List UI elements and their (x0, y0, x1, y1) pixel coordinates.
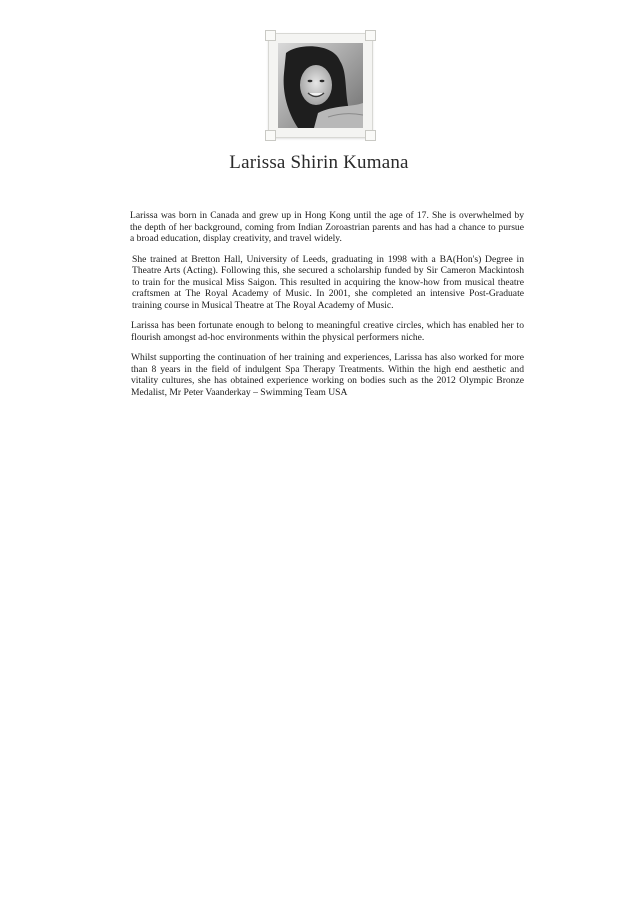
frame-corner (365, 30, 376, 41)
page-title: Larissa Shirin Kumana (229, 152, 409, 173)
bio-paragraph: Larissa was born in Canada and grew up in Hong Kong until the age of 17. She is overwhelmed by the depth of her background, coming from Indian Zoroastrian parents and has had a chance to pursue a broad education, display creativity, and travel widely. (130, 210, 524, 244)
frame-corner (265, 30, 276, 41)
bio-text (131, 210, 524, 407)
frame-corner (365, 130, 376, 141)
bio-paragraph: She trained at Bretton Hall, University of Leeds, graduating in 1998 with a BA(Hon's) Degree in Theatre Arts (Acting). Following this, she secured a scholarship funded by Sir Cameron Mackintosh to train for the musical Miss Saigon. This resulted in acquiring the know-how from musical theatre craftsmen at The Royal Academy of Music. In 2001, she completed an intensive Post-Graduate training course in Musical Theatre at The Royal Academy of Music. (132, 253, 524, 311)
photo-frame (268, 33, 373, 138)
bio-paragraph: Whilst supporting the continuation of her training and experiences, Larissa has also worked for more than 8 years in the field of indulgent Spa Therapy Treatments. Within the high end aesthetic and vitality cultures, she has obtained experience working on bodies such as the 2012 Olympic Bronze Medalist, Mr Peter Vaanderkay – Swimming Team USA (131, 352, 524, 398)
bio-paragraph: Larissa has been fortunate enough to belong to meaningful creative circles, which has enabled her to flourish amongst ad-hoc environments within the physical performers niche. (131, 320, 524, 343)
portrait-photo (278, 43, 363, 128)
frame-corner (265, 130, 276, 141)
portrait-photo-icon (278, 43, 363, 128)
